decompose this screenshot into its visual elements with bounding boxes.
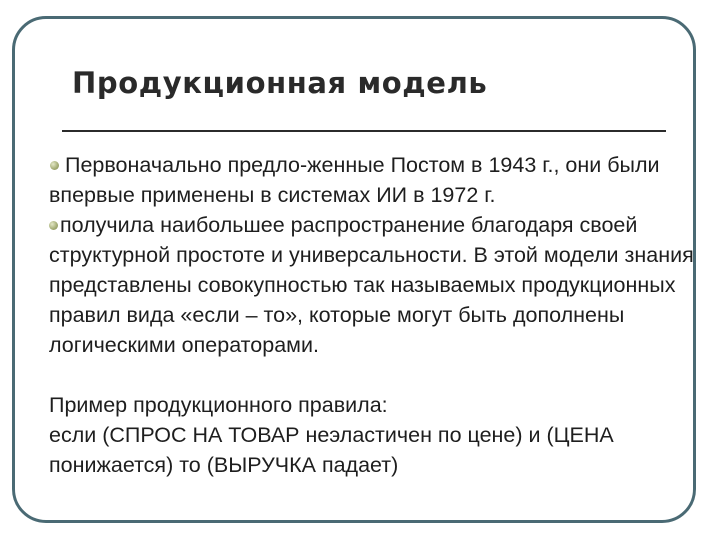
paragraph-part-2: получила наибольшее распространение благодаря своей структурной простоте и универсальности. В этой модели знания представлены совокупностью так называемых продукционных правил вида «если – то», которые могут быть дополнены логическими операторами. (49, 213, 694, 357)
main-paragraph (49, 150, 699, 360)
slide-body (49, 150, 699, 480)
title-divider (62, 130, 666, 132)
bullet-dot-icon (50, 161, 59, 170)
bullet-dot-icon (49, 221, 58, 230)
example-heading: Пример продукционного правила: (49, 393, 388, 417)
example-rule: если (СПРОС НА ТОВАР неэластичен по цене) и (ЦЕНА понижается) то (ВЫРУЧКА падает) (49, 423, 614, 477)
example-block (49, 390, 699, 480)
slide-title: Продукционная модель (72, 66, 488, 100)
paragraph-part-1: Первоначально предло-женные Постом в 1943 г., они были впервые применены в системах ИИ в 1972 г. (49, 153, 660, 207)
